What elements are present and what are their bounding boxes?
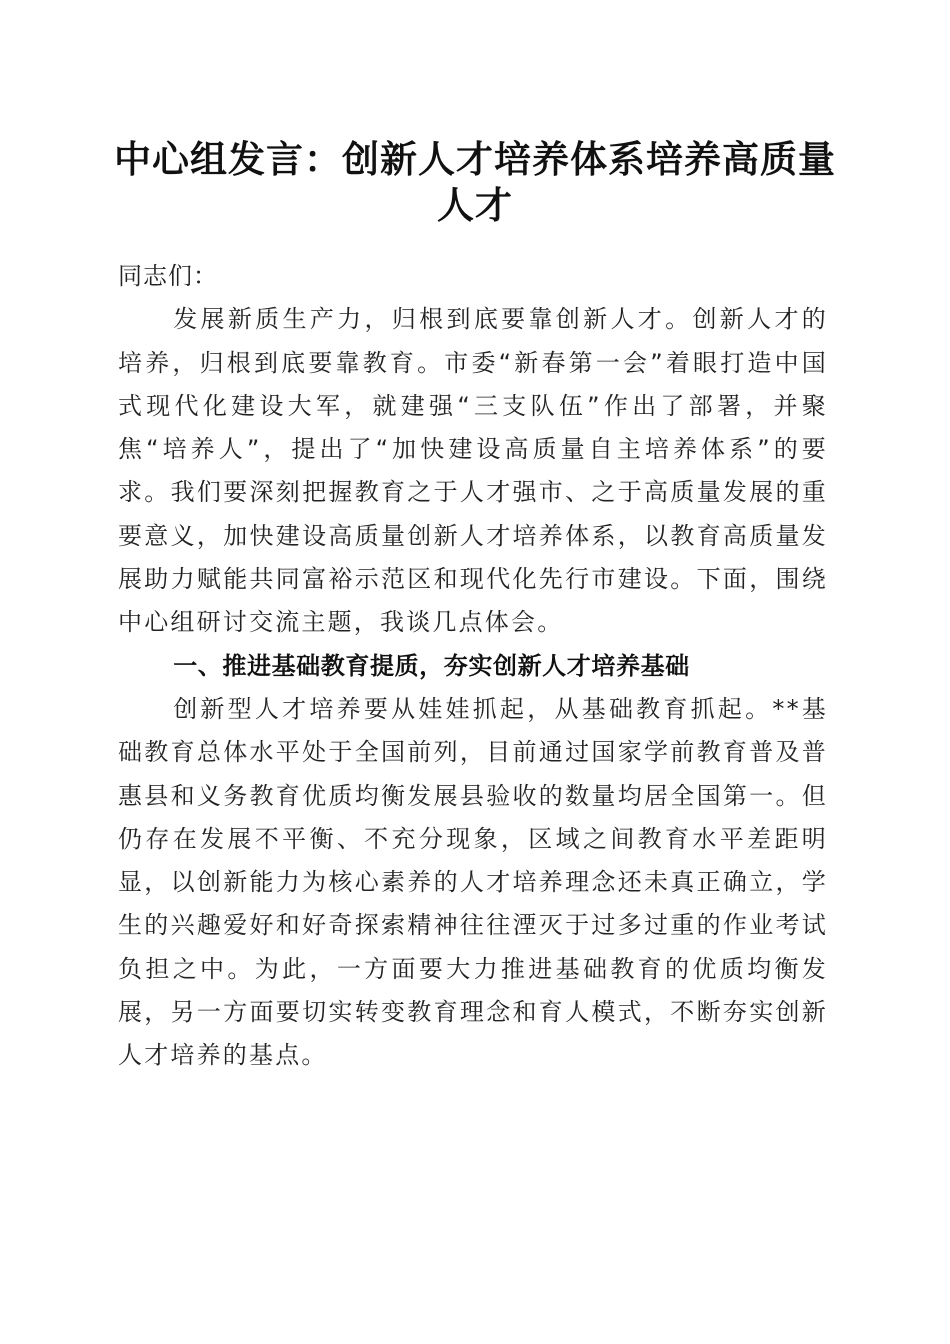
intro-paragraph: 发展新质生产力，归根到底要靠创新人才。创新人才的培养，归根到底要靠教育。市委“新春第一会”着眼打造中国式现代化建设大军，就建强“三支队伍”作出了部署，并聚焦“培养人”，提出了“加快建设高质量自主培养体系”的要求。我们要深刻把握教育之于人才强市、之于高质量发展的重要意义，加快建设高质量创新人才培养体系，以教育高质量发展助力赋能共同富裕示范区和现代化先行市建设。下面，围绕中心组研讨交流主题，我谈几点体会。	[118, 305, 828, 637]
section-1-paragraph: 创新型人才培养要从娃娃抓起，从基础教育抓起。**基础教育总体水平处于全国前列，目前通过国家学前教育普及普惠县和义务教育优质均衡发展县验收的数量均居全国第一。但仍存在发展不平衡、不充分现象，区域之间教育水平差距明显，以创新能力为核心素养的人才培养理念还未真正确立，学生的兴趣爱好和好奇探索精神往往湮灭于过多过重的作业考试负担之中。为此，一方面要大力推进基础教育的优质均衡发展，另一方面要切实转变教育理念和育人模式，不断夯实创新人才培养的基点。	[118, 694, 828, 1070]
document-body	[118, 255, 828, 1078]
document-title: 中心组发言：创新人才培养体系培养高质量人才	[114, 137, 836, 227]
salutation: 同志们：	[118, 262, 218, 290]
section-heading-1: 一、推进基础教育提质，夯实创新人才培养基础	[173, 651, 690, 680]
